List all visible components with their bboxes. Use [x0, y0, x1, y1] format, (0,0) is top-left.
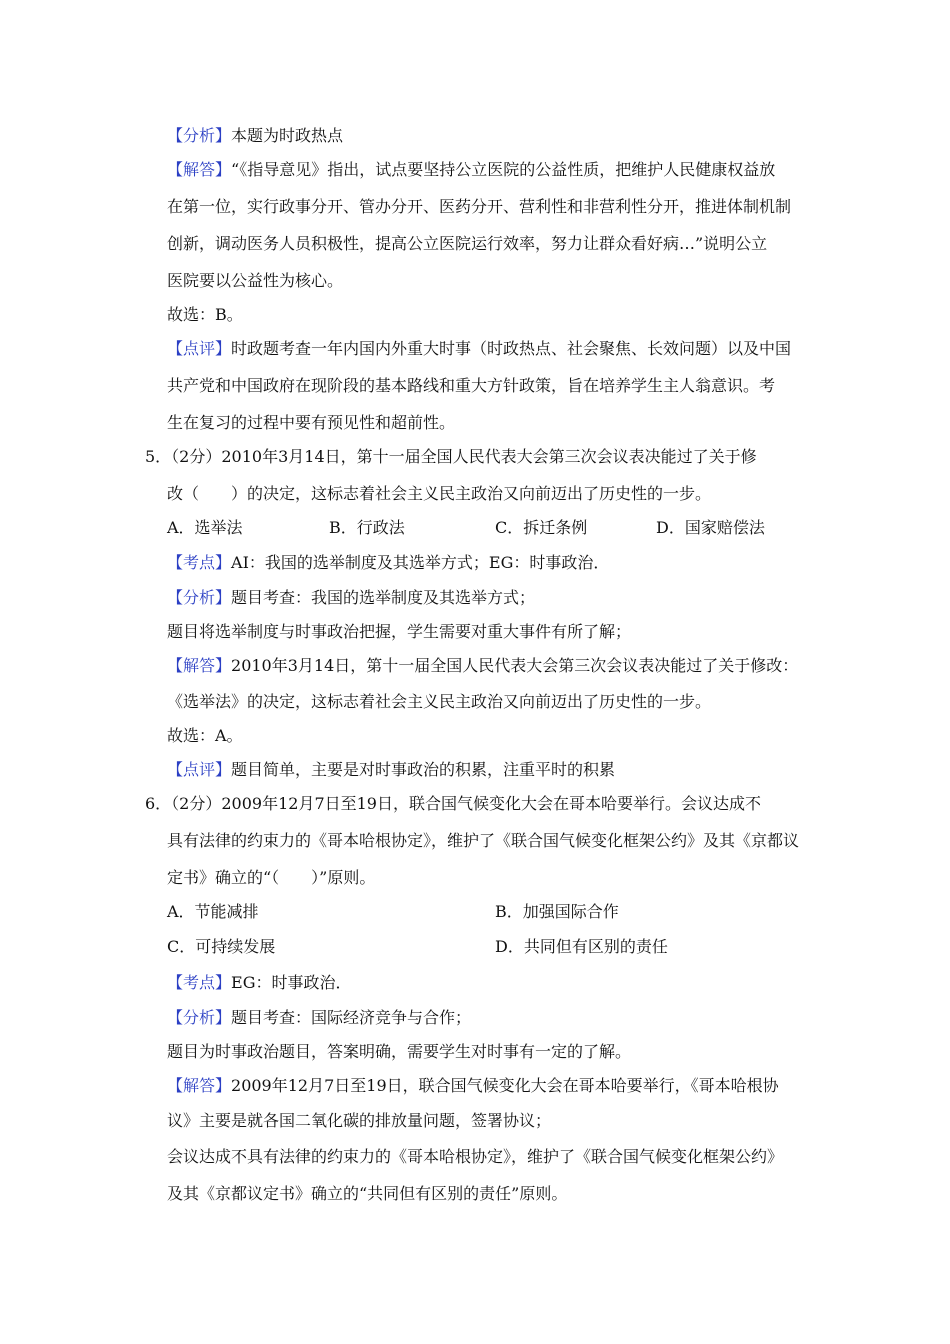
q5-stem-line-1: 5．（2分）2010年3月14日，第十一届全国人民代表大会第三次会议表决能过了关于修 — [145, 447, 757, 466]
q4-analysis-text: 本题为时政热点 — [231, 126, 344, 145]
comment-tag: 【点评】 — [167, 760, 232, 779]
q6-answer-line-3: 会议达成不具有法律的约束力的《哥本哈根协定》，维护了《联合国气候变化框架公约》 — [167, 1147, 784, 1166]
q4-comment-line-2: 共产党和中国政府在现阶段的基本路线和重大方针政策，旨在培养学生主人翁意识。考 — [167, 376, 776, 395]
q4-answer-text-1: “《指导意见》指出，试点要坚持公立医院的公益性质，把维护人民健康权益放 — [231, 160, 776, 179]
q6-option-d: D．共同但有区别的责任 — [495, 937, 668, 956]
q6-analysis-line-2: 题目为时事政治题目，答案明确，需要学生对时事有一定的了解。 — [167, 1042, 632, 1061]
q6-point-line — [167, 972, 351, 994]
q6-analysis-line — [167, 1007, 471, 1029]
analysis-tag: 【分析】 — [167, 588, 232, 607]
q4-choice: 故选：B。 — [167, 305, 243, 324]
q4-comment-line-3: 生在复习的过程中要有预见性和超前性。 — [167, 413, 456, 432]
q6-option-b: B．加强国际合作 — [495, 902, 619, 921]
q5-analysis-text: 题目考查：我国的选举制度及其选举方式； — [231, 588, 536, 607]
q5-option-c: C．拆迁条例 — [495, 518, 588, 537]
q6-stem-line-3: 定书》确立的“（ ）”原则。 — [167, 868, 376, 887]
answer-tag: 【解答】 — [167, 1076, 232, 1095]
q4-answer-line-2: 在第一位，实行政事分开、管办分开、医药分开、营利性和非营利性分开，推进体制机制 — [167, 197, 792, 216]
q5-comment-text: 题目简单，主要是对时事政治的积累，注重平时的积累 — [231, 760, 616, 779]
q6-answer-text-1: 2009年12月7日至19日，联合国气候变化大会在哥本哈要举行，《哥本哈根协 — [231, 1076, 779, 1095]
answer-tag: 【解答】 — [167, 160, 232, 179]
q6-analysis-text: 题目考查：国际经济竞争与合作； — [231, 1008, 472, 1027]
q6-option-a: A．节能减排 — [167, 902, 259, 921]
comment-tag: 【点评】 — [167, 339, 232, 358]
q5-option-a: A．选举法 — [167, 518, 243, 537]
q6-answer-line-1 — [167, 1075, 779, 1097]
q6-option-c: C．可持续发展 — [167, 937, 276, 956]
q6-point-text: EG：时事政治． — [231, 973, 352, 992]
q5-analysis-line — [167, 587, 535, 609]
q5-stem-line-2: 改（ ）的决定，这标志着社会主义民主政治又向前迈出了历史性的一步。 — [167, 484, 712, 503]
q5-analysis-line-2: 题目将选举制度与时事政治把握，学生需要对重大事件有所了解； — [167, 622, 632, 641]
analysis-tag: 【分析】 — [167, 1008, 232, 1027]
analysis-tag: 【分析】 — [167, 126, 232, 145]
q4-answer-line-3: 创新，调动医务人员积极性，提高公立医院运行效率，努力让群众看好病…”说明公立 — [167, 234, 768, 253]
q4-answer-line-1 — [167, 159, 775, 181]
answer-tag: 【解答】 — [167, 656, 232, 675]
q4-answer-line-4: 医院要以公益性为核心。 — [167, 271, 344, 290]
q4-comment-line-1 — [167, 338, 791, 360]
q5-point-line — [167, 552, 609, 574]
q5-point-text: AI：我国的选举制度及其选举方式；EG：时事政治． — [231, 553, 610, 572]
q5-answer-line-2: 《选举法》的决定，这标志着社会主义民主政治又向前迈出了历史性的一步。 — [167, 692, 712, 711]
q6-answer-line-4: 及其《京都议定书》确立的“共同但有区别的责任”原则。 — [167, 1184, 568, 1203]
q5-choice: 故选：A。 — [167, 726, 243, 745]
q4-comment-text-1: 时政题考查一年内国内外重大时事（时政热点、社会聚焦、长效问题）以及中国 — [231, 339, 792, 358]
q5-answer-text-1: 2010年3月14日，第十一届全国人民代表大会第三次会议表决能过了关于修改： — [231, 656, 799, 675]
q5-answer-line-1 — [167, 655, 798, 677]
q6-stem-line-1: 6．（2分）2009年12月7日至19日，联合国气候变化大会在哥本哈要举行。会议达成不 — [145, 794, 761, 813]
point-tag: 【考点】 — [167, 553, 232, 572]
q5-option-d: D．国家赔偿法 — [656, 518, 765, 537]
q5-comment-line — [167, 759, 615, 781]
q6-answer-line-2: 议》主要是就各国二氧化碳的排放量问题，签署协议； — [167, 1111, 552, 1130]
q5-option-b: B．行政法 — [329, 518, 405, 537]
point-tag: 【考点】 — [167, 973, 232, 992]
q4-analysis-line — [167, 125, 343, 147]
q6-stem-line-2: 具有法律的约束力的《哥本哈根协定》，维护了《联合国气候变化框架公约》及其《京都议 — [167, 831, 800, 850]
